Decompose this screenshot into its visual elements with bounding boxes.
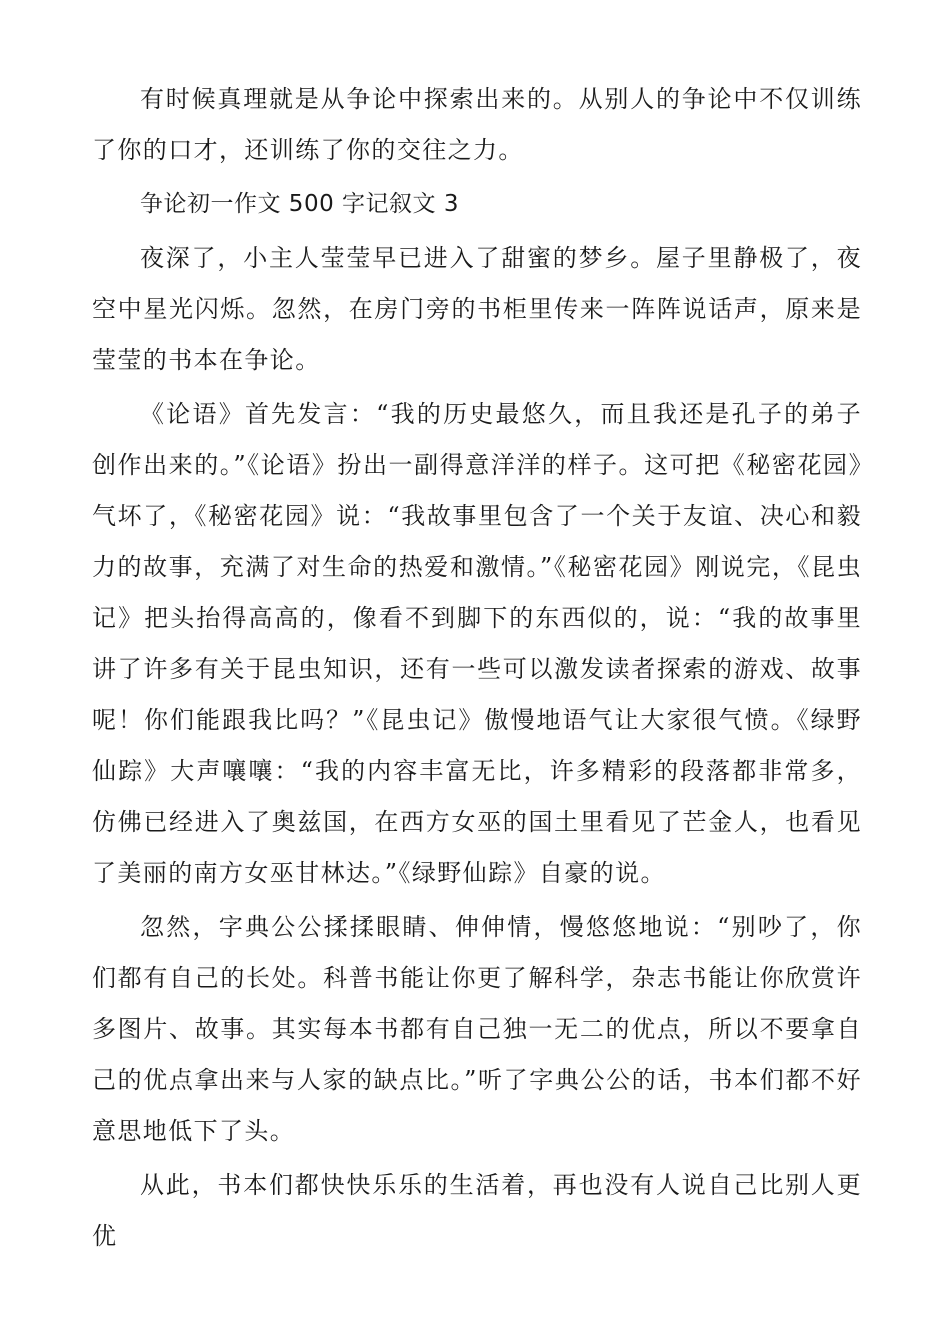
document-page (92, 74, 862, 1262)
paragraph-dictionary-speaks: 忽然，字典公公揉揉眼睛、伸伸情，慢悠悠地说：“别吵了，你们都有自己的长处。科普书能让你更了解科学，杂志书能让你欣赏许多图片、故事。其实每本书都有自己独一无二的优点，所以不要拿自己的优点拿出来与人家的缺点比。”听了字典公公的话，书本们都不好意思地低下了头。 (92, 913, 862, 1145)
paragraph-truth-from-debate: 有时候真理就是从争论中探索出来的。从别人的争论中不仅训练了你的口才，还训练了你的交往之力。 (92, 85, 862, 164)
paragraph-night-scene: 夜深了，小主人莹莹早已进入了甜蜜的梦乡。屋子里静极了，夜空中星光闪烁。忽然，在房门旁的书柜里传来一阵阵说话声，原来是莹莹的书本在争论。 (92, 244, 862, 374)
paragraph-books-arguing: 《论语》首先发言：“我的历史最悠久，而且我还是孔子的弟子创作出来的。”《论语》扮出一副得意洋洋的样子。这可把《秘密花园》气坏了，《秘密花园》说：“我故事里包含了一个关于友谊、决心和毅力的故事，充满了对生命的热爱和激情。”《秘密花园》刚说完，《昆虫记》把头抬得高高的，像看不到脚下的东西似的，说：“我的故事里讲了许多有关于昆虫知识，还有一些可以激发读者探索的游戏、故事呢！你们能跟我比吗？”《昆虫记》傲慢地语气让大家很气愤。《绿野仙踪》大声嚷嚷：“我的内容丰富无比，许多精彩的段落都非常多，仿佛已经进入了奥兹国，在西方女巫的国土里看见了芒金人，也看见了美丽的南方女巫甘林达。”《绿野仙踪》自豪的说。 (92, 400, 862, 887)
section-heading: 争论初一作文 500 字记叙文 3 (140, 191, 459, 217)
paragraph-conclusion: 从此，书本们都快快乐乐的生活着，再也没有人说自己比别人更优 (92, 1171, 862, 1250)
